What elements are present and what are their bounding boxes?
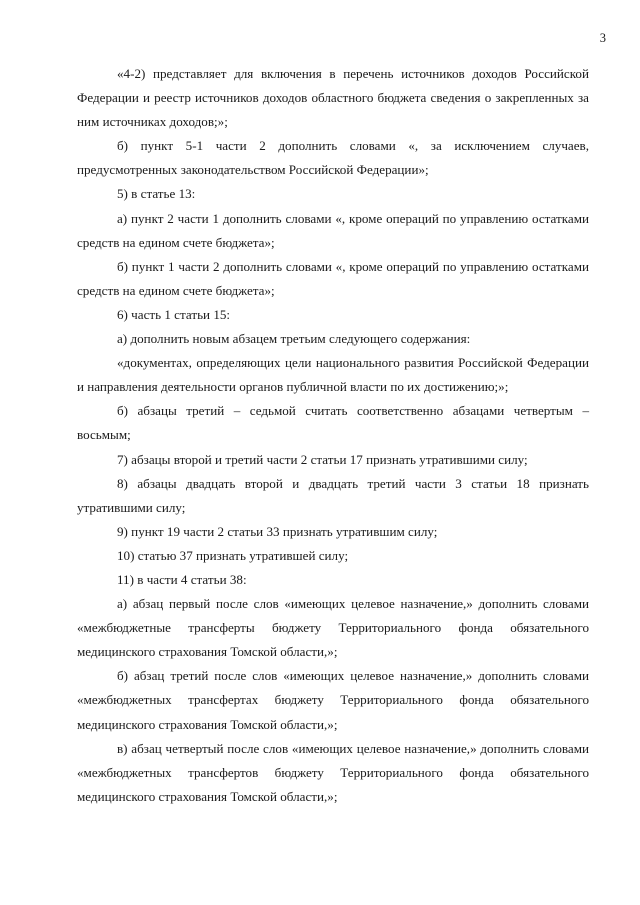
- paragraph-item-6: 6) часть 1 статьи 15:: [117, 306, 231, 322]
- document-body: [77, 62, 589, 809]
- paragraph-a-new-abzac: а) дополнить новым абзацем третьим следующего содержания:: [117, 331, 471, 347]
- paragraph-item-5: 5) в статье 13:: [117, 186, 196, 202]
- paragraph-b-punkt-5-1: б) пункт 5-1 части 2 дополнить словами «, за исключением случаев, предусмотренных законодательством Российской Федерации»;: [77, 138, 589, 178]
- paragraph-item-11: 11) в части 4 статьи 38:: [117, 571, 247, 587]
- paragraph-v-abzac-chetvertyi: в) абзац четвертый после слов «имеющих целевое назначение,» дополнить словами «межбюджетных трансфертов бюджету Территориального фонда обязательного медицинского страхования Томской области,»;: [77, 740, 589, 804]
- paragraph-b-abzac-tretii: б) абзац третий после слов «имеющих целевое назначение,» дополнить словами «межбюджетных трансфертах бюджету Территориального фонда обязательного медицинского страхования Томской области,»;: [77, 668, 589, 732]
- paragraph-a-abzac-pervyi: а) абзац первый после слов «имеющих целевое назначение,» дополнить словами «межбюджетные трансферты бюджету Территориального фонда обязательного медицинского страхования Томской области,»;: [77, 596, 589, 660]
- page-number: 3: [599, 31, 606, 45]
- paragraph-4-2: «4-2) представляет для включения в перечень источников доходов Российской Федерации и реестр источников доходов областного бюджета сведения о закрепленных за ним источниках доходов;»;: [77, 66, 589, 130]
- paragraph-quote-documents: «документах, определяющих цели национального развития Российской Федерации и направления деятельности органов публичной власти по их достижению;»;: [77, 355, 589, 395]
- paragraph-b-punkt-1: б) пункт 1 части 2 дополнить словами «, кроме операций по управлению остатками средств на едином счете бюджета»;: [77, 258, 589, 298]
- paragraph-item-8: 8) абзацы двадцать второй и двадцать третий части 3 статьи 18 признать утратившими силу;: [77, 475, 589, 515]
- paragraph-a-punkt-2: а) пункт 2 части 1 дополнить словами «, кроме операций по управлению остатками средств на едином счете бюджета»;: [77, 210, 589, 250]
- paragraph-item-9: 9) пункт 19 части 2 статьи 33 признать утратившим силу;: [117, 523, 438, 539]
- paragraph-b-abzacy: б) абзацы третий – седьмой считать соответственно абзацами четвертым – восьмым;: [77, 403, 589, 443]
- paragraph-item-7: 7) абзацы второй и третий части 2 статьи 17 признать утратившими силу;: [117, 451, 528, 467]
- paragraph-item-10: 10) статью 37 признать утратившей силу;: [117, 547, 349, 563]
